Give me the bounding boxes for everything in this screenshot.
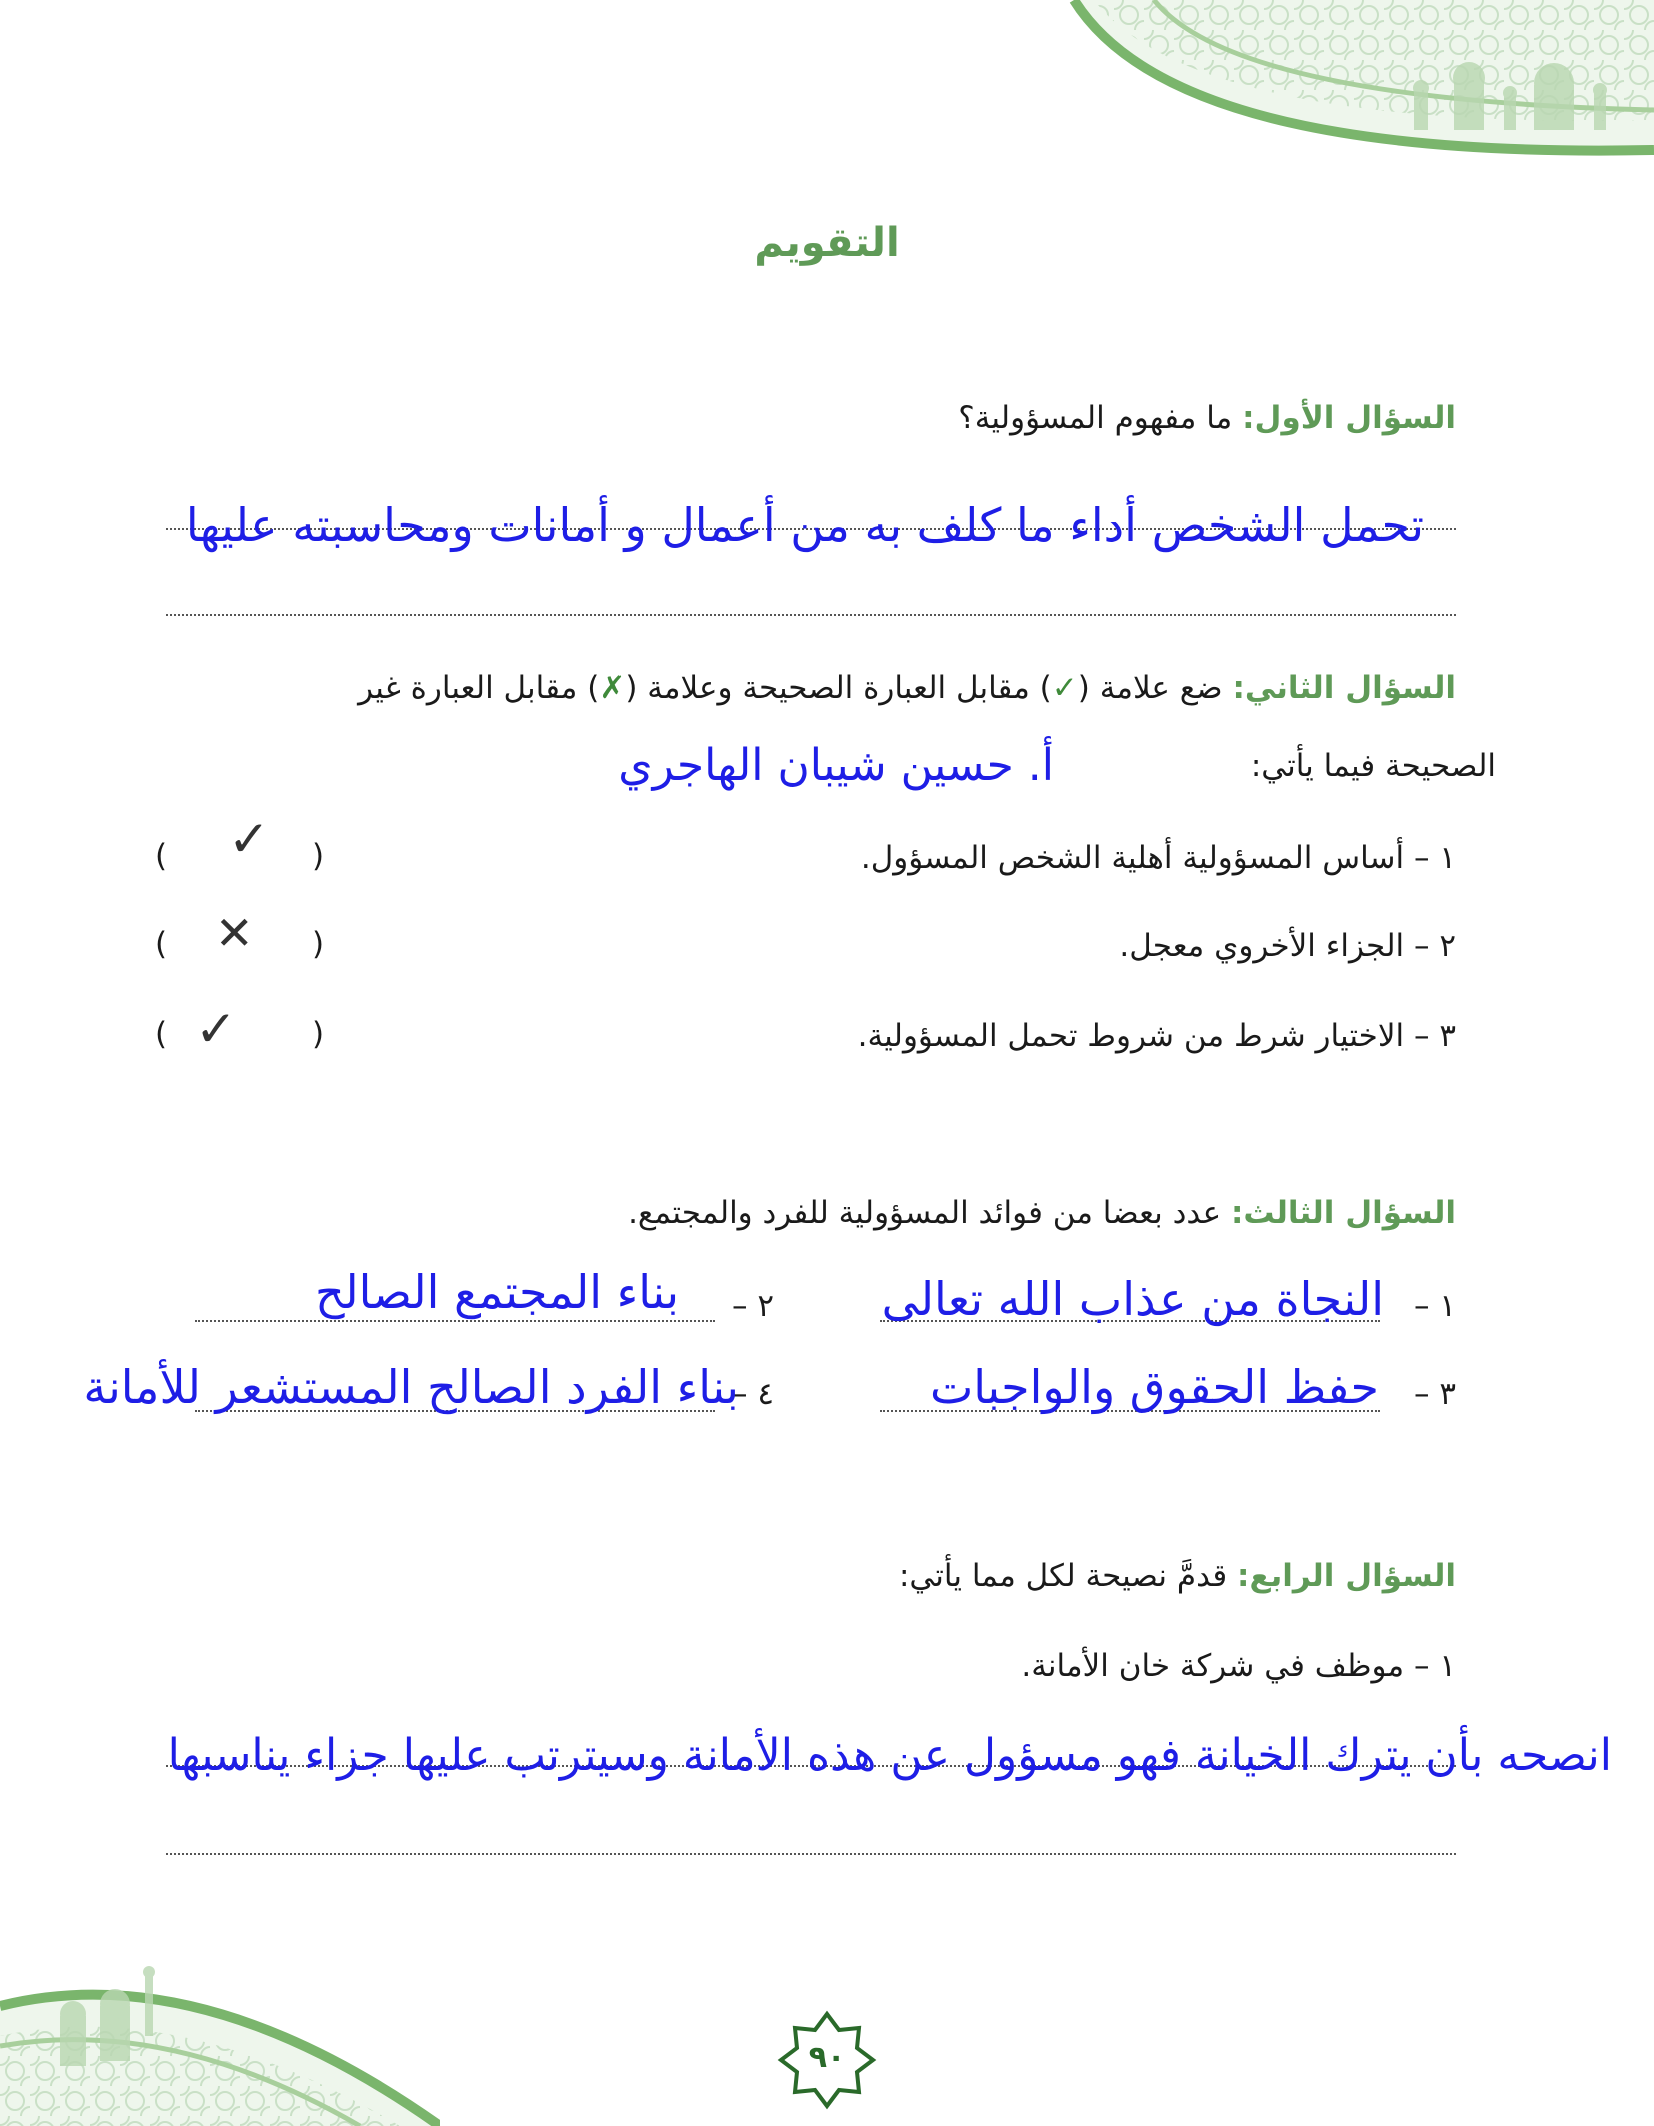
question-3-text: عدد بعضا من فوائد المسؤولية للفرد والمجتمع. [628, 1195, 1222, 1231]
answer-line [195, 1320, 715, 1322]
benefit-1-number: ١ – [1413, 1288, 1456, 1324]
paren-close: ) [312, 926, 325, 962]
page-number: ٩٠ [808, 2040, 846, 2075]
question-4-text: قدمَّ نصيحة لكل مما يأتي: [898, 1558, 1228, 1594]
question-3-label: السؤال الثالث: [1231, 1195, 1456, 1231]
advice-item-1: ١ – موظف في شركة خان الأمانة. [1021, 1648, 1456, 1684]
benefit-3-number: ٣ – [1413, 1376, 1456, 1412]
check-mark-icon: ✓ [228, 810, 270, 868]
question-2-text-b: ) مقابل العبارة الصحيحة وعلامة ( [625, 670, 1052, 706]
paren-close: ) [312, 1016, 325, 1052]
benefit-4-number: ٤ – [731, 1376, 774, 1412]
benefit-4-answer: بناء الفرد الصالح المستشعر للأمانة [83, 1360, 739, 1414]
question-3 [628, 1195, 1456, 1231]
statement-1: ١ – أساس المسؤولية أهلية الشخص المسؤول. [860, 840, 1456, 876]
cross-mark-icon: ✕ [215, 906, 254, 960]
question-1-answer: تحمل الشخص أداء ما كلف به من أعمال و أمانات ومحاسبته عليها [185, 498, 1424, 552]
question-2 [358, 670, 1456, 706]
paren-open: ( [155, 926, 168, 962]
statement-2: ٢ – الجزاء الأخروي معجل. [1119, 928, 1456, 964]
benefit-2-answer: بناء المجتمع الصالح [314, 1265, 679, 1319]
question-2-label: السؤال الثاني: [1232, 670, 1456, 706]
benefit-3-answer: حفظ الحقوق والواجبات [929, 1360, 1379, 1414]
question-1-label: السؤال الأول: [1242, 400, 1456, 436]
benefit-1-answer: النجاة من عذاب الله تعالى [881, 1272, 1384, 1326]
bottom-decoration [0, 1936, 440, 2126]
page-title: التقويم [754, 220, 900, 266]
answer-line [166, 1853, 1456, 1855]
question-4-label: السؤال الرابع: [1237, 1558, 1456, 1594]
question-2-text-c: ) مقابل العبارة غير [358, 670, 600, 706]
benefit-2-number: ٢ – [731, 1288, 774, 1324]
paren-open: ( [155, 1016, 168, 1052]
question-2-line2: الصحيحة فيما يأتي: [1250, 748, 1496, 784]
cross-icon: ✗ [599, 670, 626, 706]
question-1-text: ما مفهوم المسؤولية؟ [958, 400, 1233, 436]
statement-3: ٣ – الاختيار شرط من شروط تحمل المسؤولية. [857, 1018, 1456, 1054]
question-2-text-a: ضع علامة ( [1077, 670, 1223, 706]
question-4 [899, 1558, 1456, 1594]
paren-close: ) [312, 838, 325, 874]
answer-line [166, 614, 1456, 616]
advice-answer: انصحه بأن يترك الخيانة فهو مسؤول عن هذه الأمانة وسيترتب عليها جزاء يناسبها [167, 1730, 1612, 1781]
question-1 [958, 400, 1456, 436]
check-mark-icon: ✓ [195, 1000, 237, 1058]
paren-open: ( [155, 838, 168, 874]
author-name: أ. حسين شيبان الهاجري [618, 740, 1054, 791]
check-icon: ✓ [1051, 670, 1078, 706]
top-decoration [1054, 0, 1654, 170]
